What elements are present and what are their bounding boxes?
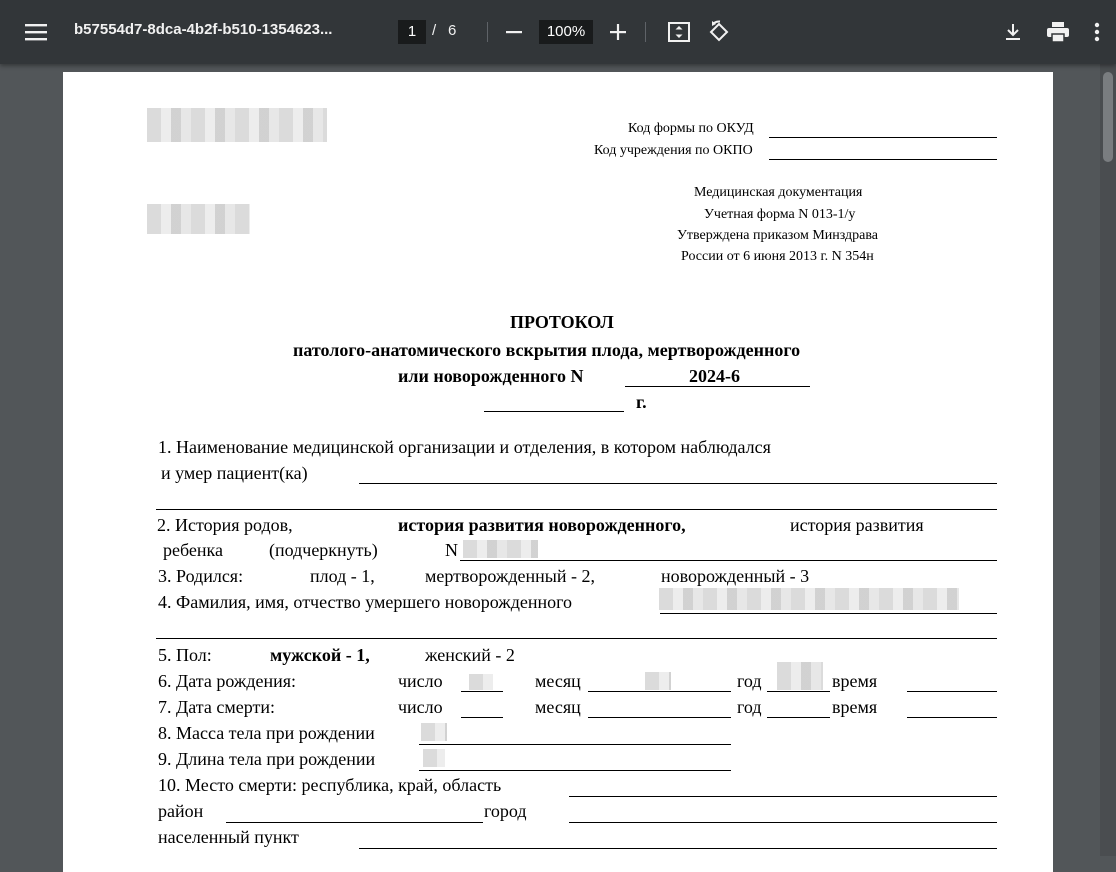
death-day-label: число (398, 697, 443, 717)
redacted-birth-month (645, 672, 671, 690)
year-suffix: г. (636, 392, 647, 412)
birth-day-label: число (398, 671, 443, 691)
death-month-line (588, 717, 731, 718)
item-1-line-1: 1. Наименование медицинской организации и отделения, в котором наблюдался (158, 437, 771, 457)
zoom-out-icon[interactable] (498, 16, 530, 48)
death-month-label: месяц (535, 697, 581, 717)
document-subheading-1: патолого-анатомического вскрытия плода, мертворожденного (293, 340, 801, 360)
birth-time-label: время (832, 671, 878, 691)
item-1-line-a (359, 483, 997, 484)
pdf-page (63, 72, 1053, 872)
district-label: район (158, 801, 204, 821)
document-subheading-2: или новорожденного N (398, 366, 584, 386)
protocol-number-line (625, 386, 810, 387)
item-7-label: 7. Дата смерти: (158, 697, 276, 717)
protocol-number: 2024-6 (689, 366, 740, 386)
date-line (484, 411, 624, 412)
birth-time-line (907, 691, 997, 692)
item-2-number-line (460, 560, 997, 561)
pdf-toolbar (0, 0, 1116, 64)
page-separator: / (432, 22, 437, 39)
item-4-label: 4. Фамилия, имя, отчество умершего новорожденного (158, 592, 573, 612)
toolbar-divider (645, 22, 646, 42)
locality-label: населенный пункт (158, 827, 299, 847)
rotate-icon[interactable] (703, 16, 735, 48)
item-10-label: 10. Место смерти: республика, край, область (158, 775, 502, 795)
item-10-region-line (569, 796, 997, 797)
download-icon[interactable] (997, 16, 1029, 48)
redacted-birth-day (469, 674, 493, 690)
item-1-line-b (156, 509, 997, 510)
meddoc-line-3: Утверждена приказом Минздрава (677, 228, 879, 243)
document-title: b57554d7-8dca-4b2f-b510-1354623... (74, 21, 333, 38)
redacted-organization-address (147, 204, 250, 234)
item-9-line (419, 770, 731, 771)
city-label: город (484, 801, 527, 821)
scrollbar-thumb[interactable] (1103, 72, 1113, 162)
okpo-label: Код учреждения по ОКПО (594, 143, 753, 158)
death-time-line (907, 717, 997, 718)
item-2-hint: (подчеркнуть) (269, 540, 378, 560)
birth-year-label: год (737, 671, 762, 691)
meddoc-line-2: Учетная форма N 013-1/у (704, 207, 856, 222)
item-8-line (419, 744, 731, 745)
page-total: 6 (448, 22, 457, 39)
item-6-label: 6. Дата рождения: (158, 671, 297, 691)
document-heading: ПРОТОКОЛ (510, 312, 614, 332)
item-5-option-male: мужской - 1, (270, 645, 370, 665)
menu-icon[interactable] (20, 16, 52, 48)
redacted-organization-name (147, 108, 327, 142)
item-4-line-b (156, 638, 997, 639)
birth-month-label: месяц (535, 671, 581, 691)
birth-month-line (588, 691, 731, 692)
item-5-label: 5. Пол: (158, 645, 212, 665)
okpo-line (769, 159, 997, 160)
birth-day-line (461, 691, 503, 692)
item-2-underlined-choice: история развития новорожденного, (398, 515, 686, 535)
item-5-option-female: женский - 2 (425, 645, 515, 665)
redacted-history-number (463, 540, 538, 558)
death-year-line (767, 717, 830, 718)
item-2-child: ребенка (163, 540, 223, 560)
more-options-icon[interactable] (1081, 16, 1113, 48)
item-3-option-3: новорожденный - 3 (661, 566, 810, 586)
meddoc-line-1: Медицинская документация (694, 185, 863, 200)
item-9-label: 9. Длина тела при рождении (158, 749, 376, 769)
redacted-birth-year (777, 662, 823, 690)
death-year-label: год (737, 697, 762, 717)
locality-line (359, 848, 997, 849)
district-line (226, 822, 483, 823)
city-line (569, 822, 997, 823)
item-3-label: 3. Родился: (158, 566, 244, 586)
birth-year-line (767, 691, 830, 692)
item-2-label: 2. История родов, (157, 515, 293, 535)
item-2-number-label: N (445, 540, 458, 560)
death-day-line (461, 717, 503, 718)
okud-label: Код формы по ОКУД (628, 121, 754, 136)
page-number-input[interactable]: 1 (398, 20, 426, 44)
fit-page-icon[interactable] (663, 16, 695, 48)
toolbar-divider (487, 22, 488, 42)
okud-line (769, 137, 997, 138)
item-3-option-1: плод - 1, (310, 566, 375, 586)
redacted-birth-length (423, 749, 445, 767)
item-2-option-3: история развития (790, 515, 924, 535)
item-4-line (660, 613, 997, 614)
item-3-option-2: мертворожденный - 2, (425, 566, 596, 586)
zoom-in-icon[interactable] (602, 16, 634, 48)
item-8-label: 8. Масса тела при рождении (158, 723, 375, 743)
redacted-patient-name (659, 588, 959, 610)
item-1-line-2: и умер пациент(ка) (161, 463, 308, 483)
vertical-scrollbar[interactable] (1100, 64, 1116, 856)
print-icon[interactable] (1042, 16, 1074, 48)
death-time-label: время (832, 697, 878, 717)
meddoc-line-4: России от 6 июня 2013 г. N 354н (681, 249, 874, 264)
zoom-input[interactable]: 100% (539, 20, 593, 44)
redacted-birth-weight (421, 723, 447, 741)
